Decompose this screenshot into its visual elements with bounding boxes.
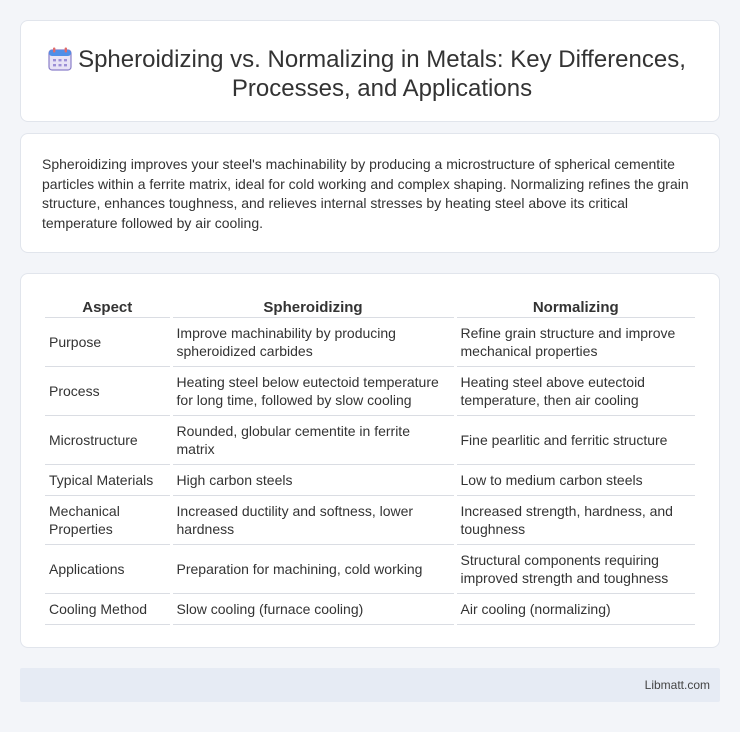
aspect-cell: Process — [45, 367, 170, 416]
page-title: Spheroidizing vs. Normalizing in Metals: Key Differences, Processes, and Applications — [78, 46, 686, 102]
intro-paragraph: Spheroidizing improves your steel's machinability by producing a microstructure of spherical cementite particles within a ferrite matrix, ideal for cold working and complex shaping. Normalizing refines the grain structure, enhances toughness, and relieves internal stresses by heating steel above its critical temperature followed by air cooling. — [42, 156, 689, 231]
normalizing-cell: Fine pearlitic and ferritic structure — [457, 416, 696, 465]
spheroidizing-cell: Rounded, globular cementite in ferrite matrix — [173, 416, 454, 465]
comparison-card — [20, 273, 720, 648]
comparison-table — [42, 296, 698, 625]
intro-card — [20, 133, 720, 253]
normalizing-cell: Refine grain structure and improve mechanical properties — [457, 318, 696, 367]
table-row — [45, 367, 695, 416]
spheroidizing-cell: Heating steel below eutectoid temperature for long time, followed by slow cooling — [173, 367, 454, 416]
spheroidizing-cell: High carbon steels — [173, 465, 454, 496]
aspect-cell: Mechanical Properties — [45, 496, 170, 545]
table-row — [45, 318, 695, 367]
header-spheroidizing: Spheroidizing — [173, 296, 454, 318]
title-card — [20, 20, 720, 122]
normalizing-cell: Heating steel above eutectoid temperature, then air cooling — [457, 367, 696, 416]
normalizing-cell: Low to medium carbon steels — [457, 465, 696, 496]
normalizing-cell: Increased strength, hardness, and toughness — [457, 496, 696, 545]
table-row — [45, 416, 695, 465]
table-header-row — [45, 296, 695, 318]
table-row — [45, 496, 695, 545]
footer-bar — [20, 668, 720, 702]
normalizing-cell: Air cooling (normalizing) — [457, 594, 696, 625]
table-row — [45, 465, 695, 496]
spheroidizing-cell: Slow cooling (furnace cooling) — [173, 594, 454, 625]
spheroidizing-cell: Preparation for machining, cold working — [173, 545, 454, 594]
normalizing-cell: Structural components requiring improved strength and toughness — [457, 545, 696, 594]
aspect-cell: Microstructure — [45, 416, 170, 465]
aspect-cell: Purpose — [45, 318, 170, 367]
header-aspect: Aspect — [45, 296, 170, 318]
spheroidizing-cell: Improve machinability by producing spheroidized carbides — [173, 318, 454, 367]
table-row — [45, 545, 695, 594]
aspect-cell: Applications — [45, 545, 170, 594]
table-row — [45, 594, 695, 625]
aspect-cell: Typical Materials — [45, 465, 170, 496]
header-normalizing: Normalizing — [457, 296, 696, 318]
spheroidizing-cell: Increased ductility and softness, lower hardness — [173, 496, 454, 545]
aspect-cell: Cooling Method — [45, 594, 170, 625]
footer-site-link[interactable]: Libmatt.com — [644, 678, 710, 692]
